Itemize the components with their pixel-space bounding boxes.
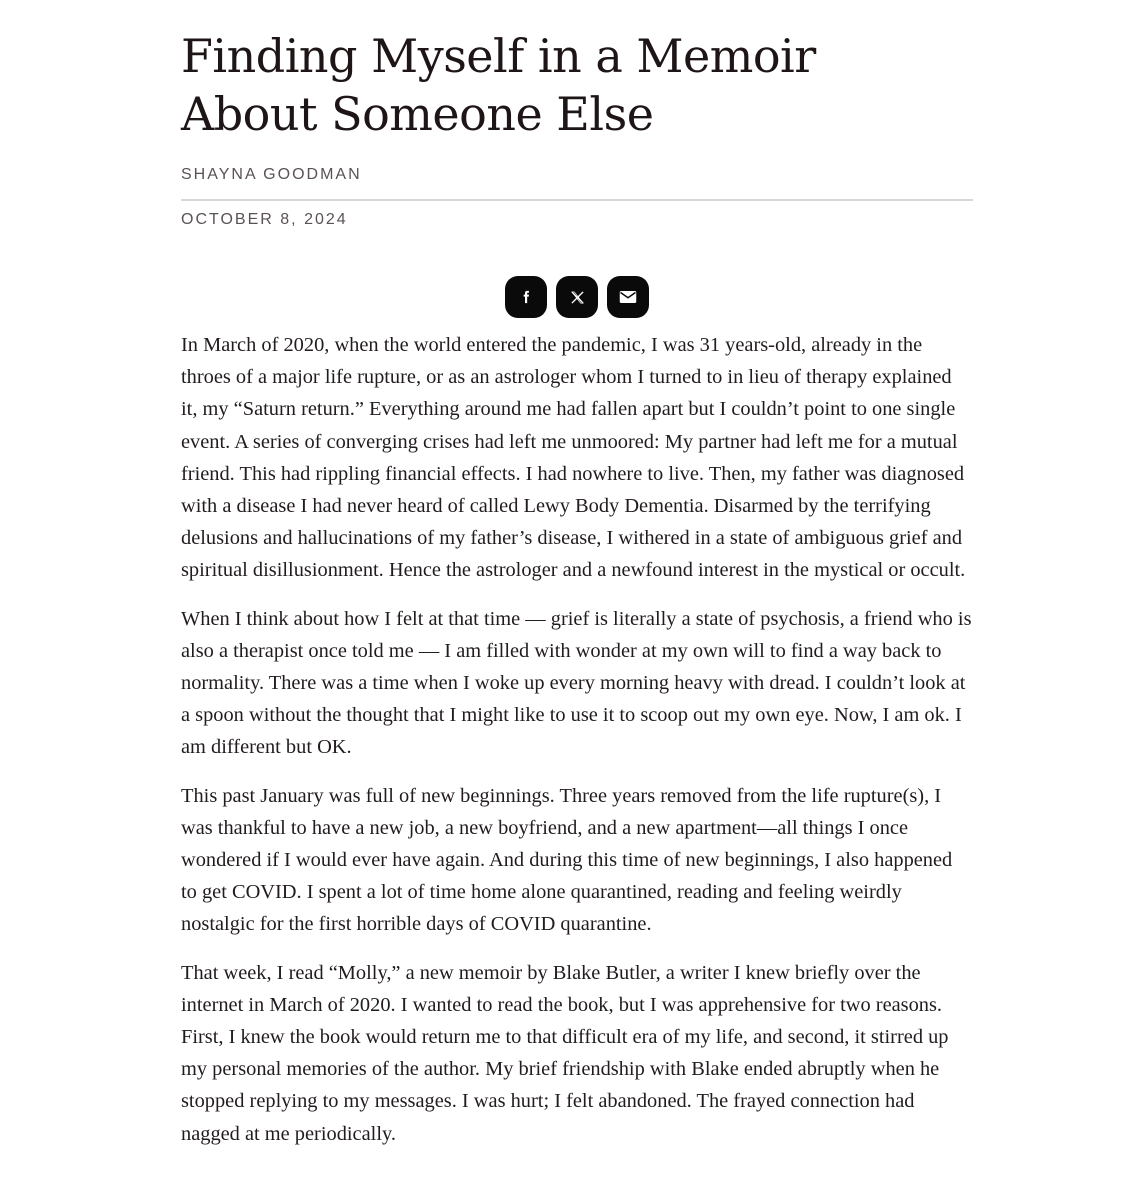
- divider: [181, 199, 973, 201]
- share-buttons: [505, 276, 649, 318]
- paragraph: This past January was full of new beginnings. Three years removed from the life rupture(s), I was thankful to have a new job, a new boyfriend, and a new apartment—all things I once wondered if I would ever have again. And during this time of new beginnings, I also happened to get COVID. I spent a lot of time home alone quarantined, reading and feeling weirdly nostalgic for the first horrible days of COVID quarantine.: [181, 784, 953, 936]
- share-facebook-button[interactable]: [505, 276, 547, 318]
- article: [181, 0, 973, 1145]
- article-title-line2: About Someone Else: [181, 87, 654, 141]
- paragraph: When I think about how I felt at that time — grief is literally a state of psychosis, a friend who is also a therapist once told me — I am filled with wonder at my own will to find a way back to normality. There was a time when I woke up every morning heavy with dread. I couldn’t look at a spoon without the thought that I might like to use it to scoop out my own eye. Now, I am ok. I am different but OK.: [181, 607, 972, 759]
- paragraph: In March of 2020, when the world entered the pandemic, I was 31 years-old, already in the throes of a major life rupture, or as an astrologer whom I turned to in lieu of therapy explained it, my “Saturn return.” Everything around me had fallen apart but I couldn’t point to one single event. A series of converging crises had left me unmoored: My partner had left me for a mutual friend. This had rippling financial effects. I had nowhere to live. Then, my father was diagnosed with a disease I had never heard of called Lewy Body Dementia. Disarmed by the terrifying delusions and hallucinations of my father’s disease, I withered in a state of ambiguous grief and spiritual disillusionment. Hence the astrologer and a newfound interest in the mystical or occult.: [181, 334, 966, 582]
- share-email-button[interactable]: [607, 276, 649, 318]
- facebook-icon: [519, 290, 533, 304]
- article-title: [181, 27, 973, 143]
- mail-icon: [619, 290, 637, 304]
- article-title-line1: Finding Myself in a Memoir: [181, 29, 816, 83]
- article-body: [181, 329, 973, 1166]
- publish-date: OCTOBER 8, 2024: [181, 211, 348, 228]
- author-byline[interactable]: SHAYNA GOODMAN: [181, 166, 362, 183]
- share-x-button[interactable]: [556, 276, 598, 318]
- paragraph: That week, I read “Molly,” a new memoir by Blake Butler, a writer I knew briefly over the internet in March of 2020. I wanted to read the book, but I was apprehensive for two reasons. First, I knew the book would return me to that difficult era of my life, and second, it stirred up my personal memories of the author. My brief friendship with Blake ended abruptly when he stopped replying to my messages. I was hurt; I felt abandoned. The frayed connection had nagged at me periodically.: [181, 961, 949, 1145]
- x-icon: [570, 290, 585, 305]
